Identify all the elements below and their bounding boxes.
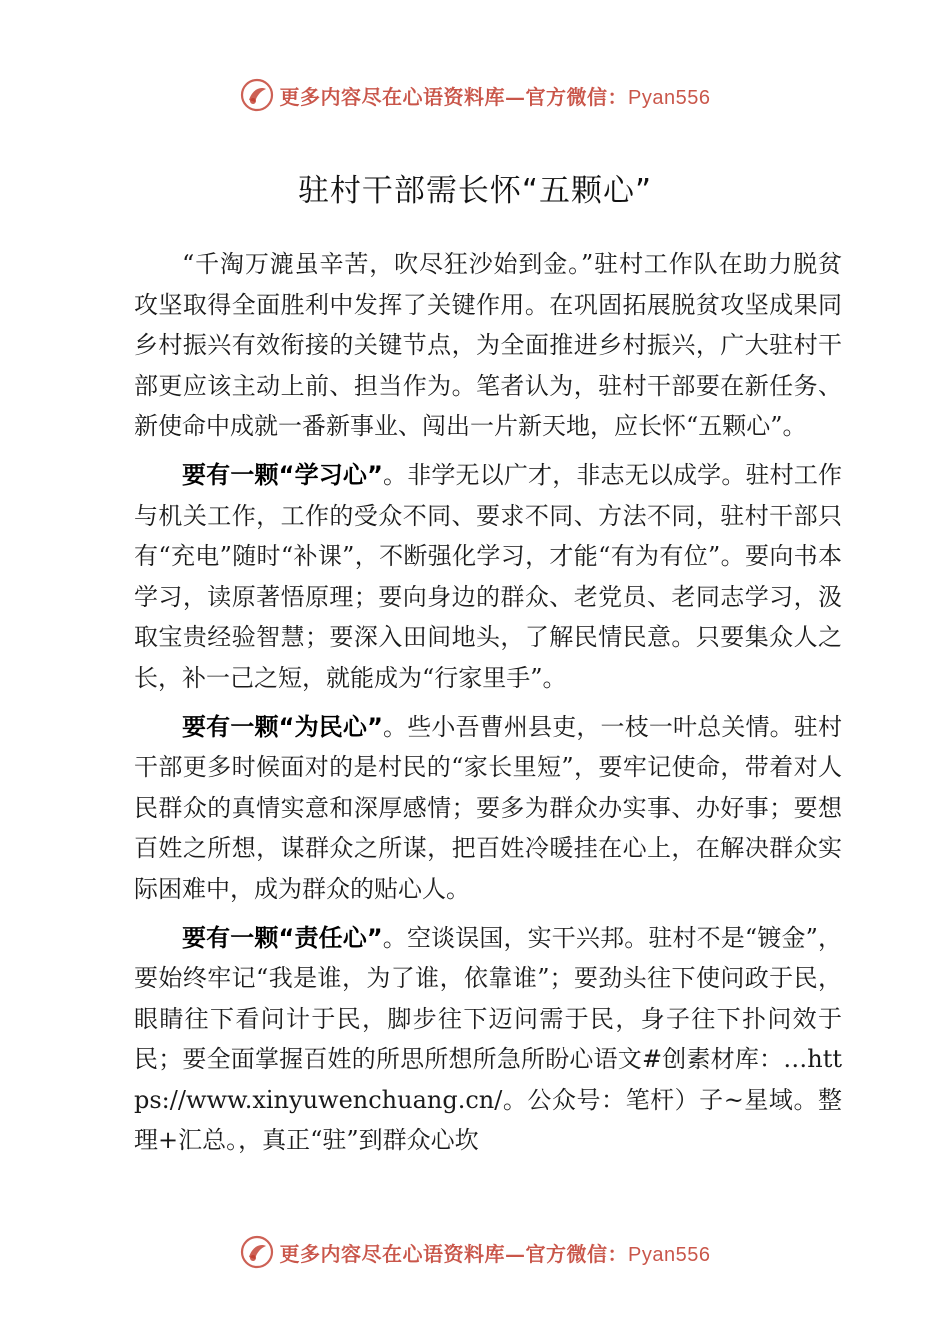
- watermark-banner-top: [0, 75, 950, 115]
- paragraph-lead: 要有一颗“学习心”: [182, 460, 383, 489]
- document-body: [134, 244, 842, 1169]
- watermark-text: [280, 81, 711, 110]
- watermark-wechat-id: Pyan556: [628, 86, 711, 109]
- paragraph-lead: 要有一颗“为民心”: [182, 712, 383, 741]
- paragraph-text: 。非学无以广才，非志无以成学。驻村工作与机关工作，工作的受众不同、要求不同、方法不同，驻村干部只有“充电”随时“补课”，不断强化学习，才能“有为有位”。要向书本学习，读原著悟原理；要向身边的群众、老党员、老同志学习，汲取宝贵经验智慧；要深入田间地头，了解民情民意。只要集众人之长，补一己之短，就能成为“行家里手”。: [134, 460, 843, 692]
- watermark-site-text: 更多内容尽在心语资料库—官方微信：: [279, 84, 629, 109]
- paragraph-learning-heart: [134, 455, 842, 699]
- watermark-wechat-id: Pyan556: [628, 1243, 711, 1266]
- brand-logo-icon: [240, 1235, 274, 1269]
- paragraph-text: 。些小吾曹州县吏，一枝一叶总关情。驻村干部更多时候面对的是村民的“家长里短”，要牢记使命，带着对人民群众的真情实意和深厚感情；要多为群众办实事、办好事；要想百姓之所想，谋群众之所谋，把百姓冷暖挂在心上，在解决群众实际困难中，成为群众的贴心人。: [134, 712, 843, 903]
- paragraph-lead: 要有一颗“责任心”: [182, 923, 383, 952]
- watermark-site-text: 更多内容尽在心语资料库—官方微信：: [279, 1241, 629, 1266]
- paragraph-responsibility-heart: [134, 918, 842, 1162]
- watermark-banner-bottom: [0, 1232, 950, 1272]
- paragraph-intro: [134, 244, 842, 447]
- paragraph-text: “千淘万漉虽辛苦，吹尽狂沙始到金。”驻村工作队在助力脱贫攻坚取得全面胜利中发挥了关键作用。在巩固拓展脱贫攻坚成果同乡村振兴有效衔接的关键节点，为全面推进乡村振兴，广大驻村干部更应该主动上前、担当作为。笔者认为，驻村干部要在新任务、新使命中成就一番新事业、闯出一片新天地，应长怀“五颗心”。: [134, 250, 842, 441]
- document-title: 驻村干部需长怀“五颗心”: [297, 173, 653, 209]
- paragraph-text: 。空谈误国，实干兴邦。驻村不是“镀金”，要始终牢记“我是谁，为了谁，依靠谁”；要劲头往下使问政于民， 眼睛往下看问计于民，脚步往下迈问需于民，身子往下扑问效于民；要全面掌握百姓的所思所想所急所盼心语文#创素材库：…https://www.xinyuwenchuang.cn/。公众号：笔杆）子~星域。整理+汇总。，真正“驻”到群众心坎: [134, 923, 842, 1155]
- watermark-text: [280, 1238, 711, 1267]
- paragraph-people-heart: [134, 707, 842, 910]
- brand-logo-icon: [240, 78, 274, 112]
